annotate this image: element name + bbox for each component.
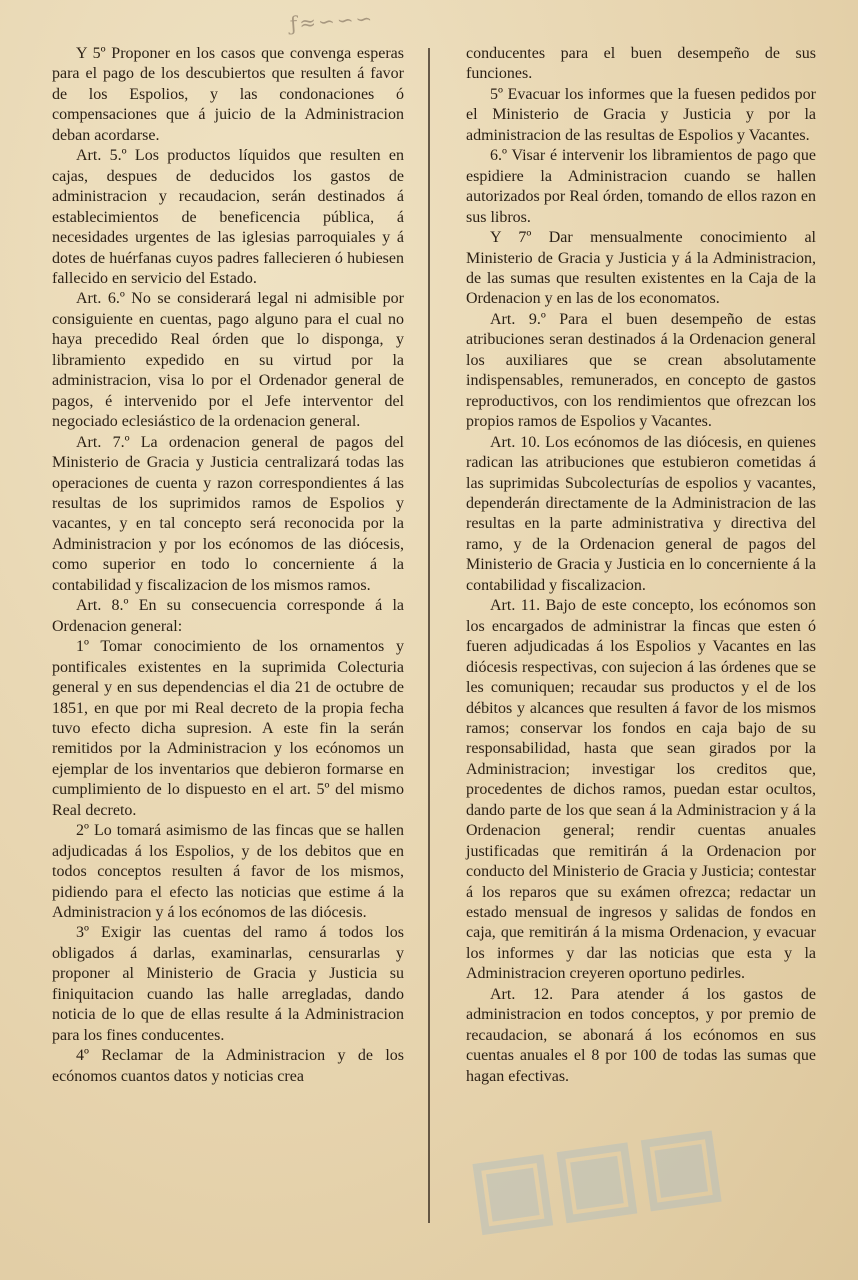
paragraph: 4º Reclamar de la Administracion y de los ecónomos cuantos datos y noticias crea — [52, 1047, 404, 1085]
paragraph: 6.º Visar é intervenir los libramientos de pago que espidiere la Administracion cuando se hallen autorizados por Real órden, tomando de ellos razon en sus libros. — [466, 147, 816, 226]
faded-handwritten-mark: ƒ≈∽∽∽ — [289, 5, 375, 36]
paragraph: Art. 6.º No se considerará legal ni admisible por consiguiente en cuentas, pago alguno para el cual no haya precedido Real órden que lo disponga, y libramiento expedido en su virtud por la administracion, visa lo por el Ordenador general de pagos, é intervenido por el Jefe interventor del negociado eclesiástico de la ordenacion general. — [52, 290, 404, 431]
paragraph: Art. 12. Para atender á los gastos de administracion en todos conceptos, y por premio de recaudacion, se abonará á los ecónomos en sus cuentas anuales el 8 por 100 de todas las sumas que hagan efectivas. — [466, 985, 816, 1085]
paragraph: 3º Exigir las cuentas del ramo á todos los obligados á darlas, examinarlas, censurarlas y proponer al Ministerio de Gracia y Justicia su finiquitacion cuando las halle arregladas, dando noticia de lo que de ellas resulte á la Administracion para los fines conducentes. — [52, 924, 404, 1044]
paragraph: Art. 11. Bajo de este concepto, los ecónomos son los encargados de administrar la fincas que esten ó fueren adjudicadas á los Espolios y Vacantes en las diócesis respectivas, con sujecion á las órdenes que se les comuniquen; recaudar sus productos y el de los débitos y alcances que resulten á favor de los mismos ramos; conservar los fondos en caja bajo de su responsabilidad, hasta que sean girados por la Administracion; investigar los creditos que, procedentes de dichos ramos, puedan estar ocultos, dando parte de los que sean á la Administracion y á la Ordenacion general; rendir cuentas anuales justificadas que remitirán á la Ordenacion por conducto del Ministerio de Gracia y Justicia; contestar á los reparos que su exámen ofrezca; redactar un estado mensual de ingresos y salidas de fondos en caja, que remitirán á la misma Ordenacion, y evacuar los informes y dar las noticias que esta y la Administracion creyeren oportuno pedirles. — [466, 597, 816, 983]
library-stamp-watermark: ▣▣▣ — [462, 1108, 730, 1244]
paragraph: 2º Lo tomará asimismo de las fincas que se hallen adjudicadas á los Espolios, y de los debitos que en todos conceptos resulten á favor de los mismos, pidiendo para el efecto las noticias que estime á la Administracion y á los ecónomos de las diócesis. — [52, 822, 404, 922]
right-column — [466, 44, 816, 1087]
paragraph: 5º Evacuar los informes que la fuesen pedidos por el Ministerio de Gracia y Justicia y por la administracion de las resultas de Espolios y Vacantes. — [466, 85, 816, 144]
paragraph: Y 7º Dar mensualmente conocimiento al Ministerio de Gracia y Justicia y á la Administracion, de las sumas que resulten existentes en la Caja de la Ordenacion y en las de los economatos. — [466, 229, 816, 308]
paragraph: Art. 8.º En su consecuencia corresponde á la Ordenacion general: — [52, 597, 404, 635]
paragraph: Art. 9.º Para el buen desempeño de estas atribuciones seran destinados á la Ordenacion general los auxiliares que se crean absolutamente indispensables, remunerados, en concepto de gastos reproductivos, con los rendimientos que ofrezcan los propios ramos de Espolios y Vacantes. — [466, 310, 816, 431]
paragraph: Art. 7.º La ordenacion general de pagos del Ministerio de Gracia y Justicia centralizará todas las operaciones de cuenta y razon correspondientes á las resultas de los suprimidos ramos de Espolios y vacantes, y en tal concepto será reconocida por la Administracion y por los ecónomos de las diócesis, como superior en todo lo concerniente á la contabilidad y fiscalizacion de los mismos ramos. — [52, 433, 404, 594]
paragraph: 1º Tomar conocimiento de los ornamentos y pontificales existentes en la suprimida Colecturia general y en sus dependencias el dia 21 de octubre de 1851, en que por mi Real decreto de la propia fecha tuvo efecto dicha supresion. A este fin la serán remitidos por la Administracion y los ecónomos un ejemplar de los inventarios que debieron formarse en cumplimiento de lo dispuesto en el art. 5º del mismo Real decreto. — [52, 638, 404, 819]
left-column — [52, 44, 404, 1087]
paragraph: Y 5º Proponer en los casos que convenga esperas para el pago de los descubiertos que resulten á favor de los Espolios, y las condonaciones ó compensaciones que á juicio de la Administracion deban acordarse. — [52, 45, 404, 144]
paragraph: Art. 5.º Los productos líquidos que resulten en cajas, despues de deducidos los gastos de administracion y recaudacion, serán destinados á establecimientos de beneficencia pública, á necesidades urgentes de las iglesias parroquiales y á dotes de huérfanas cuyos padres fallecieren ó hubiesen fallecido en servicio del Estado. — [52, 147, 404, 287]
paragraph: conducentes para el buen desempeño de sus funciones. — [466, 45, 816, 83]
paragraph: Art. 10. Los ecónomos de las diócesis, en quienes radican las atribuciones que estubieron cometidas á las suprimidas Subcolecturías de espolios y vacantes, dependerán directamente de la Administracion de las resultas en la parte administrativa y directiva del ramo, y de la Ordenacion general de pagos del Ministerio de Gracia y Justicia en lo concerniente á la contabilidad y fiscalizacion. — [466, 433, 816, 594]
column-divider — [428, 48, 430, 1223]
